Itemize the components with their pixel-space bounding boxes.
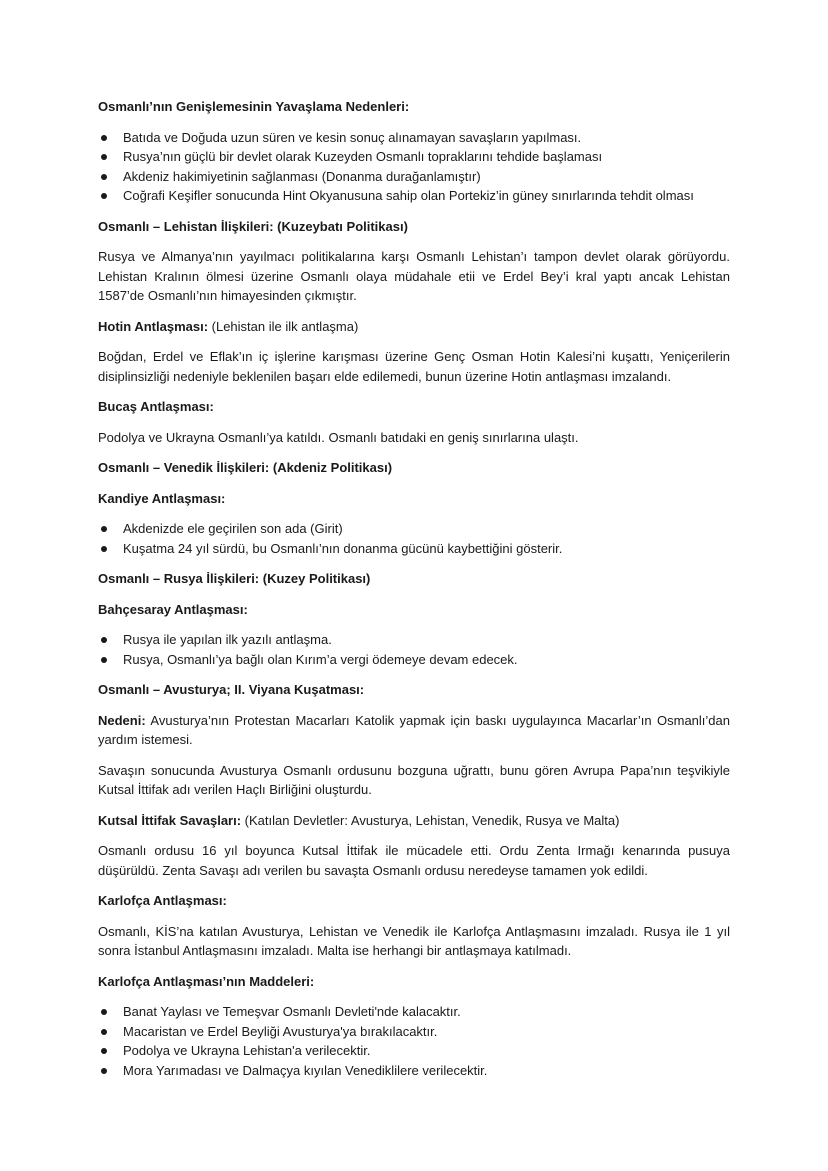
heading-bold-text: Kutsal İttifak Savaşları: [98,812,242,828]
paragraph-lehistan: Rusya ve Almanya’nın yayılmacı politikalarına karşı Osmanlı Lehistan’ı tampon devlet olarak görüyordu. Lehistan Kralının ölmesi üzerine Osmanlı olaya müdahale etii ve Erdel Bey’i kral yaptı ancak Lehistan 1587’de Osmanlı’nın himayesinden çıkmıştır. [98,249,730,303]
bullet-icon [101,657,107,663]
list-item-text: Banat Yaylası ve Temeşvar Osmanlı Devleti'nde kalacaktır. [123,1004,461,1019]
section-heading-karlofca: Karlofça Antlaşması: [98,893,227,908]
list-item [98,1022,730,1042]
section-heading-lehistan: Osmanlı – Lehistan İlişkileri: (Kuzeybatı Politikası) [98,218,408,234]
bullet-icon [101,154,107,160]
section-heading-venedik: Osmanlı – Venedik İlişkileri: (Akdeniz Politikası) [98,460,393,475]
bullet-icon [101,1009,107,1015]
list-item-text: Coğrafi Keşifler sonucunda Hint Okyanusuna sahip olan Portekiz’in güney sınırlarında tehdit olması [123,188,694,203]
list-item-text: Podolya ve Ukrayna Lehistan'a verilecektir. [123,1043,371,1058]
section-heading-slowdown: Osmanlı’nın Genişlemesinin Yavaşlama Nedenleri: [98,99,410,114]
list-item [98,539,730,559]
bullet-icon [101,637,107,643]
section-heading-kutsal-ittifak [98,811,730,831]
list-item-text: Mora Yarımadası ve Dalmaçya kıyılan Venediklilere verilecektir. [123,1062,488,1078]
document-page [98,97,730,1091]
list-item-text: Rusya, Osmanlı’ya bağlı olan Kırım’a vergi ödemeye devam edecek. [123,651,518,667]
heading-rest-text: (Lehistan ile ilk antlaşma) [208,318,359,334]
list-item [98,128,730,148]
slowdown-reasons-list [98,128,730,206]
list-item [98,1061,730,1081]
list-item [98,1002,730,1022]
list-item [98,650,730,670]
heading-rest-text: (Katılan Devletler: Avusturya, Lehistan, Venedik, Rusya ve Malta) [241,812,620,828]
list-item [98,1041,730,1061]
list-item [98,186,730,206]
section-heading-kandiye: Kandiye Antlaşması: [98,490,226,506]
reason-text: Avusturya’nın Protestan Macarları Katolik yapmak için baskı uygulayınca Macarlar’ın Osmanlı’dan yardım istemesi. [98,712,730,747]
section-heading-bahcesaray: Bahçesaray Antlaşması: [98,601,248,617]
reason-label: Nedeni: [98,712,146,728]
paragraph-viyana-reason [98,711,730,750]
bullet-icon [101,1048,107,1054]
list-item-text: Rusya’nın güçlü bir devlet olarak Kuzeyden Osmanlı topraklarını tehdide başlaması [123,149,603,164]
kandiye-list [98,519,730,558]
bullet-icon [101,193,107,199]
section-heading-hotin [98,317,730,337]
list-item [98,519,730,539]
list-item-text: Kuşatma 24 yıl sürdü, bu Osmanlı’nın donanma gücünü kaybettiğini gösterir. [123,540,563,556]
section-heading-viyana: Osmanlı – Avusturya; II. Viyana Kuşatması: [98,682,365,697]
bullet-icon [101,526,107,532]
list-item [98,147,730,167]
list-item-text: Akdenizde ele geçirilen son ada (Girit) [123,521,343,536]
list-item-text: Macaristan ve Erdel Beyliği Avusturya'ya bırakılacaktır. [123,1023,438,1039]
paragraph-karlofca: Osmanlı, KİS’na katılan Avusturya, Lehistan ve Venedik ile Karlofça Antlaşmasını imzaladı. Rusya ile 1 yıl sonra İstanbul Antlaşmasını imzaladı. Malta ise herhangi bir antlaşmaya katılmadı. [98,923,730,958]
bullet-icon [101,174,107,180]
section-heading-karlofca-maddeler: Karlofça Antlaşması’nın Maddeleri: [98,973,315,989]
bullet-icon [101,1029,107,1035]
heading-bold-text: Hotin Antlaşması: [98,318,209,334]
paragraph-kutsal-ittifak: Osmanlı ordusu 16 yıl boyunca Kutsal İttifak ile mücadele etti. Ordu Zenta Irmağı kenarında pusuya düşürüldü. Zenta Savaşı adı verilen bu savaşta Osmanlı ordusu neredeyse tamamen yok edildi. [98,843,730,878]
list-item [98,630,730,650]
karlofca-articles-list [98,1002,730,1080]
paragraph-bucas: Podolya ve Ukrayna Osmanlı’ya katıldı. Osmanlı batıdaki en geniş sınırlarına ulaştı. [98,429,579,445]
bullet-icon [101,546,107,552]
section-heading-bucas: Bucaş Antlaşması: [98,399,214,414]
section-heading-rusya: Osmanlı – Rusya İlişkileri: (Kuzey Politikası) [98,571,371,586]
list-item-text: Akdeniz hakimiyetinin sağlanması (Donanma durağanlamıştır) [123,168,481,184]
list-item-text: Batıda ve Doğuda uzun süren ve kesin sonuç alınamayan savaşların yapılması. [123,129,582,145]
list-item-text: Rusya ile yapılan ilk yazılı antlaşma. [123,632,332,647]
paragraph-viyana-result: Savaşın sonucunda Avusturya Osmanlı ordusunu bozguna uğrattı, bunu gören Avrupa Papa’nın teşvikiyle Kutsal İttifak adı verilen Haçlı Birliğini oluşturdu. [98,762,730,797]
bullet-icon [101,1068,107,1074]
bahcesaray-list [98,630,730,669]
list-item [98,167,730,187]
bullet-icon [101,135,107,141]
paragraph-hotin: Boğdan, Erdel ve Eflak’ın iç işlerine karışması üzerine Genç Osman Hotin Kalesi’ni kuşattı, Yeniçerilerin disiplinsizliği nedeniyle beklenilen başarı elde edilemedi, bunun üzerine Hotin antlaşması imzalandı. [98,349,730,384]
